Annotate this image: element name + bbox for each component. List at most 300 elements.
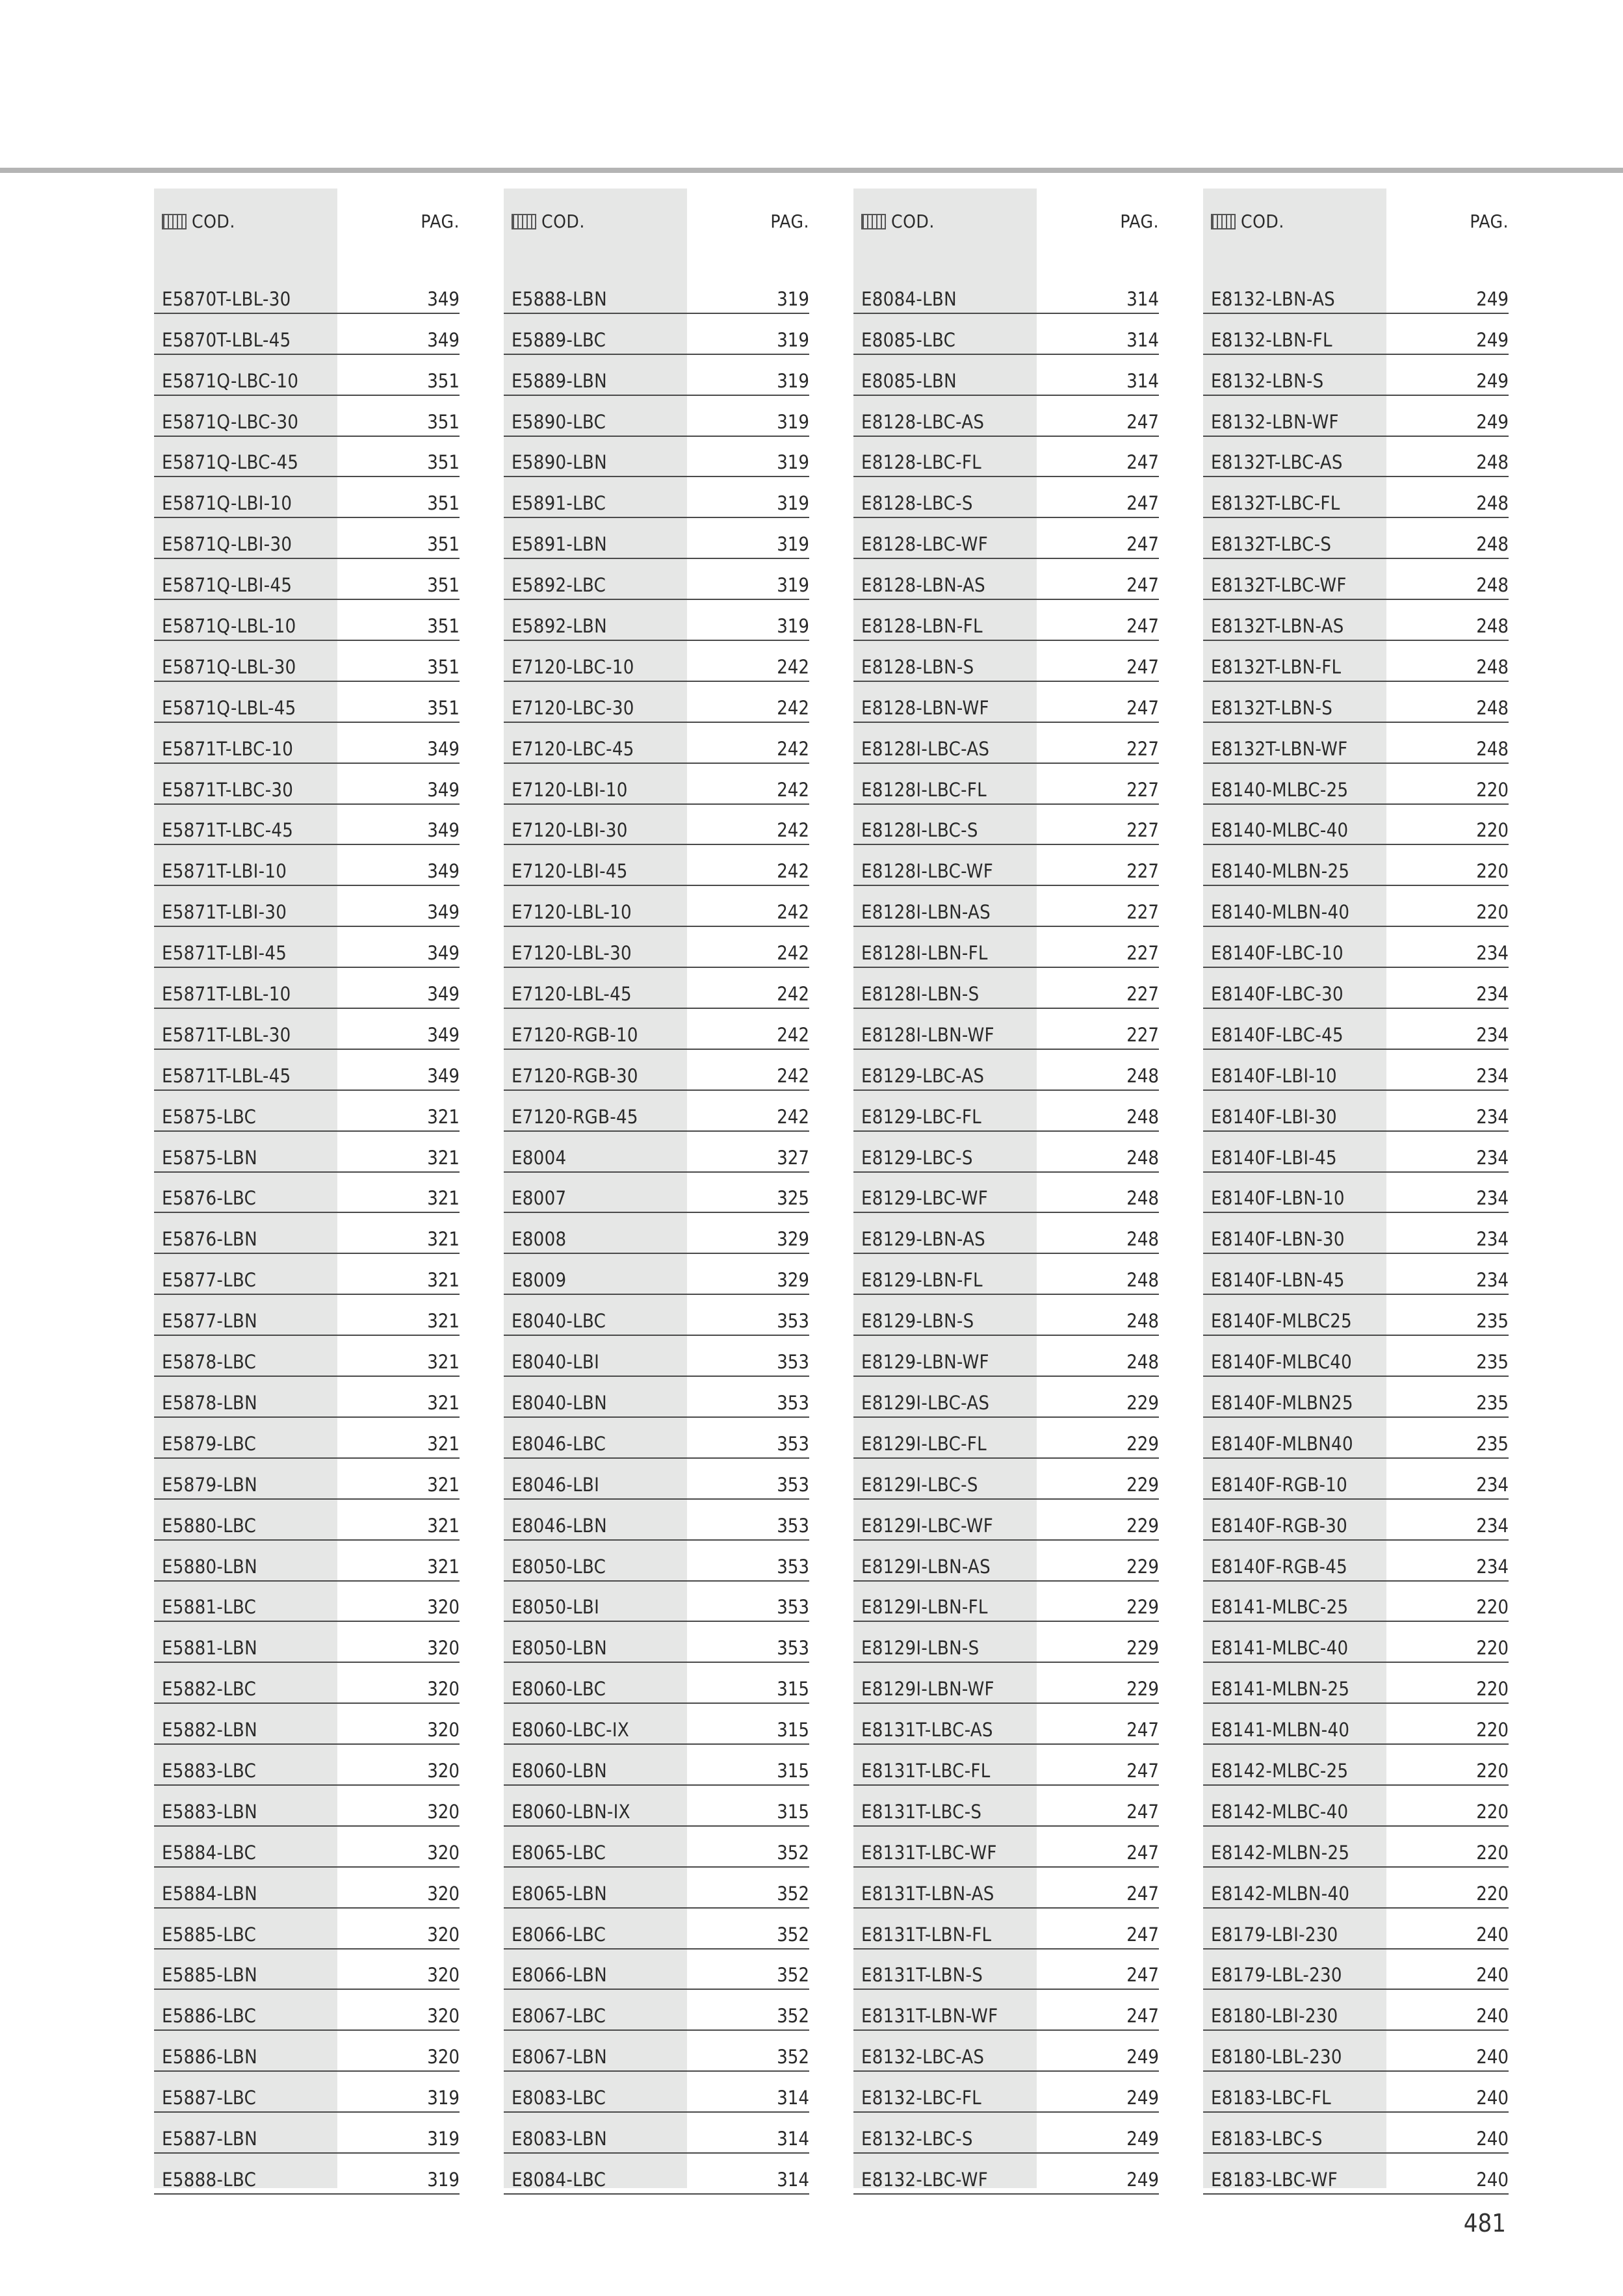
product-code: E5882-LBC (162, 1678, 257, 1701)
product-code: E8004 (512, 1146, 567, 1169)
table-row (1203, 845, 1509, 886)
page-reference: 249 (1126, 2127, 1159, 2150)
product-code: E8008 (512, 1228, 567, 1251)
page-reference: 319 (777, 574, 809, 597)
page-reference: 248 (1126, 1105, 1159, 1128)
index-column-4 (1203, 189, 1509, 2191)
page-reference: 349 (427, 778, 460, 801)
table-row (504, 314, 809, 355)
page-reference: 247 (1126, 574, 1159, 597)
page-reference: 242 (777, 737, 809, 760)
product-code: E8183-LBC-FL (1211, 2087, 1331, 2109)
product-code: E8129-LBN-AS (861, 1228, 986, 1251)
product-code: E8142-MLBC-25 (1211, 1759, 1349, 1782)
table-row (154, 1295, 460, 1336)
page-reference: 319 (777, 492, 809, 515)
table-row (1203, 764, 1509, 805)
product-code: E8060-LBC (512, 1678, 606, 1701)
table-row (154, 2072, 460, 2113)
page-reference: 249 (1476, 328, 1509, 351)
table-row (853, 1418, 1159, 1459)
page-reference: 247 (1126, 615, 1159, 638)
index-rows (1203, 273, 1509, 2195)
table-row (504, 1622, 809, 1663)
product-code: E8040-LBC (512, 1310, 606, 1333)
page-reference: 321 (427, 1351, 460, 1374)
page-header-label: PAG. (770, 211, 809, 232)
product-code: E8131T-LBC-WF (861, 1841, 997, 1864)
page-reference: 220 (1476, 1637, 1509, 1660)
table-row (1203, 1213, 1509, 1254)
table-row (1203, 396, 1509, 437)
product-code: E8129I-LBC-WF (861, 1514, 994, 1537)
page-reference: 248 (1476, 655, 1509, 678)
page-reference: 320 (427, 1759, 460, 1782)
table-row (1203, 1132, 1509, 1173)
product-code: E5871Q-LBL-30 (162, 655, 296, 678)
product-code: E5890-LBN (512, 451, 607, 474)
table-row (853, 1663, 1159, 1704)
product-code: E8132-LBN-S (1211, 369, 1324, 392)
table-row (1203, 1254, 1509, 1295)
product-code: E8129I-LBN-FL (861, 1596, 988, 1619)
product-code: E8140F-LBI-10 (1211, 1064, 1337, 1087)
product-code: E8129-LBC-S (861, 1146, 973, 1169)
product-code: E8140F-LBN-10 (1211, 1187, 1345, 1210)
page-reference: 248 (1126, 1146, 1159, 1169)
table-row (1203, 1377, 1509, 1418)
table-row (154, 1704, 460, 1745)
page-reference: 242 (777, 1105, 809, 1128)
table-row (504, 1213, 809, 1254)
product-code: E8141-MLBC-40 (1211, 1637, 1349, 1660)
page-reference: 247 (1126, 533, 1159, 556)
page-reference: 315 (777, 1800, 809, 1823)
product-code: E8132-LBN-AS (1211, 287, 1336, 310)
table-row (853, 559, 1159, 600)
product-code: E8141-MLBN-25 (1211, 1678, 1350, 1701)
index-rows (154, 273, 460, 2195)
table-row (1203, 273, 1509, 314)
table-row (154, 2113, 460, 2154)
column-header (1203, 189, 1509, 254)
table-row (1203, 1295, 1509, 1336)
product-code: E8060-LBN (512, 1759, 607, 1782)
product-code: E8132T-LBN-AS (1211, 615, 1344, 638)
page-reference: 353 (777, 1637, 809, 1660)
product-code: E5871T-LBL-10 (162, 983, 291, 1006)
product-code: E7120-LBL-45 (512, 983, 632, 1006)
product-code: E8179-LBL-230 (1211, 1964, 1342, 1987)
table-row (504, 805, 809, 846)
page-reference: 227 (1126, 942, 1159, 965)
product-code: E5886-LBC (162, 2005, 257, 2028)
table-row (504, 518, 809, 559)
table-row (504, 559, 809, 600)
product-code: E8050-LBC (512, 1555, 606, 1578)
page-reference: 321 (427, 1514, 460, 1537)
table-row (154, 805, 460, 846)
page-reference: 248 (1476, 492, 1509, 515)
page-reference: 321 (427, 1310, 460, 1333)
table-row (504, 1295, 809, 1336)
page-reference: 247 (1126, 1882, 1159, 1905)
page-header-label: PAG. (1120, 211, 1159, 232)
table-row (1203, 1990, 1509, 2031)
index-rows (504, 273, 809, 2195)
product-code: E5871T-LBL-45 (162, 1064, 291, 1087)
table-row (853, 723, 1159, 764)
table-row (1203, 805, 1509, 846)
page-reference: 235 (1476, 1310, 1509, 1333)
table-row (853, 1909, 1159, 1950)
table-row (1203, 2113, 1509, 2154)
table-row (853, 1213, 1159, 1254)
table-row (504, 1786, 809, 1827)
table-row (853, 1132, 1159, 1173)
page-reference: 247 (1126, 696, 1159, 719)
code-header-label: COD. (192, 211, 235, 232)
page-reference: 234 (1476, 1187, 1509, 1210)
page-reference: 320 (427, 1923, 460, 1946)
table-row (853, 518, 1159, 559)
table-row (154, 723, 460, 764)
product-code: E8129-LBN-FL (861, 1269, 983, 1292)
product-code: E5871Q-LBL-10 (162, 615, 296, 638)
page-reference: 234 (1476, 1269, 1509, 1292)
page-reference: 240 (1476, 2046, 1509, 2068)
table-row (853, 2154, 1159, 2195)
page-reference: 349 (427, 901, 460, 924)
table-row (504, 2031, 809, 2072)
page-reference: 248 (1126, 1064, 1159, 1087)
product-code: E8140F-LBN-30 (1211, 1228, 1345, 1251)
page-header-label: PAG. (421, 211, 460, 232)
page-reference: 242 (777, 696, 809, 719)
table-row (504, 1704, 809, 1745)
table-row (1203, 1173, 1509, 1214)
page-reference: 352 (777, 1841, 809, 1864)
page-reference: 319 (777, 410, 809, 433)
table-row (504, 1663, 809, 1704)
table-row (154, 2031, 460, 2072)
page-reference: 319 (777, 615, 809, 638)
page-reference: 352 (777, 1882, 809, 1905)
table-row (1203, 723, 1509, 764)
page-reference: 314 (1126, 369, 1159, 392)
product-code: E8140F-LBN-45 (1211, 1269, 1345, 1292)
column-header (154, 189, 460, 254)
product-code: E5889-LBC (512, 328, 606, 351)
table-row (1203, 682, 1509, 723)
product-code: E5880-LBN (162, 1555, 257, 1578)
product-code: E5883-LBN (162, 1800, 257, 1823)
table-row (154, 927, 460, 968)
product-code: E5871T-LBI-45 (162, 942, 287, 965)
table-row (853, 2031, 1159, 2072)
page-reference: 319 (777, 328, 809, 351)
index-column-1 (154, 189, 460, 2191)
product-code: E5871T-LBC-10 (162, 737, 294, 760)
page-reference: 321 (427, 1228, 460, 1251)
table-row (154, 1377, 460, 1418)
table-row (853, 1622, 1159, 1663)
table-row (1203, 1459, 1509, 1500)
table-row (853, 1786, 1159, 1827)
table-row (853, 845, 1159, 886)
table-row (853, 1091, 1159, 1132)
table-row (504, 1990, 809, 2031)
product-code: E8085-LBC (861, 328, 956, 351)
code-header-label: COD. (1241, 211, 1284, 232)
product-code: E5871Q-LBI-45 (162, 574, 292, 597)
product-code: E8040-LBN (512, 1391, 607, 1414)
product-code: E8180-LBI-230 (1211, 2005, 1338, 2028)
column-header (853, 189, 1159, 254)
table-row (853, 1745, 1159, 1786)
page-reference: 351 (427, 655, 460, 678)
product-code: E8129I-LBC-FL (861, 1432, 987, 1455)
table-row (504, 1500, 809, 1541)
table-row (1203, 1622, 1509, 1663)
table-row (154, 1745, 460, 1786)
page-reference: 227 (1126, 819, 1159, 842)
product-code: E8046-LBC (512, 1432, 606, 1455)
product-code: E8140F-RGB-30 (1211, 1514, 1348, 1537)
table-row (154, 1786, 460, 1827)
table-row (504, 477, 809, 518)
page-reference: 242 (777, 901, 809, 924)
product-code: E8040-LBI (512, 1351, 600, 1374)
page-reference: 220 (1476, 901, 1509, 924)
table-row (1203, 437, 1509, 478)
top-rule (0, 168, 1623, 173)
table-row (1203, 1009, 1509, 1050)
product-code: E8132T-LBN-FL (1211, 655, 1342, 678)
table-row (853, 641, 1159, 682)
page-reference: 349 (427, 942, 460, 965)
product-code: E5886-LBN (162, 2046, 257, 2068)
table-row (504, 1418, 809, 1459)
table-row (1203, 1704, 1509, 1745)
page-reference: 248 (1126, 1269, 1159, 1292)
page-reference: 352 (777, 1964, 809, 1987)
table-row (1203, 1786, 1509, 1827)
page-reference: 234 (1476, 1514, 1509, 1537)
table-row (853, 1500, 1159, 1541)
product-code: E5879-LBN (162, 1473, 257, 1496)
table-row (154, 1868, 460, 1909)
product-code: E7120-LBL-10 (512, 901, 632, 924)
table-row (1203, 1582, 1509, 1623)
table-row (154, 1541, 460, 1582)
page-reference: 351 (427, 696, 460, 719)
table-row (853, 1336, 1159, 1377)
product-code: E8140F-MLBN40 (1211, 1432, 1353, 1455)
product-code: E5880-LBC (162, 1514, 257, 1537)
product-code: E7120-LBC-10 (512, 655, 634, 678)
barcode-icon (1211, 214, 1236, 229)
product-code: E5888-LBC (162, 2168, 257, 2191)
table-row (154, 1582, 460, 1623)
table-row (853, 682, 1159, 723)
page-reference: 320 (427, 2005, 460, 2028)
table-row (1203, 1500, 1509, 1541)
product-code: E5890-LBC (512, 410, 606, 433)
page-reference: 321 (427, 1473, 460, 1496)
table-row (154, 845, 460, 886)
table-row (504, 886, 809, 927)
product-code: E8084-LBC (512, 2168, 606, 2191)
page-reference: 321 (427, 1269, 460, 1292)
table-row (1203, 2154, 1509, 2195)
table-row (853, 1254, 1159, 1295)
page-reference: 314 (1126, 328, 1159, 351)
table-row (1203, 968, 1509, 1009)
table-row (154, 1909, 460, 1950)
table-row (1203, 355, 1509, 396)
table-row (853, 314, 1159, 355)
page-reference: 220 (1476, 860, 1509, 883)
table-row (154, 437, 460, 478)
product-code: E8128I-LBN-WF (861, 1023, 994, 1046)
table-row (504, 273, 809, 314)
table-row (154, 1091, 460, 1132)
table-row (1203, 1868, 1509, 1909)
table-row (504, 1173, 809, 1214)
product-code: E8132-LBC-FL (861, 2087, 981, 2109)
product-code: E8141-MLBN-40 (1211, 1719, 1350, 1742)
product-code: E5887-LBN (162, 2127, 257, 2150)
product-code: E5885-LBC (162, 1923, 257, 1946)
page-reference: 319 (427, 2168, 460, 2191)
page-reference: 229 (1126, 1555, 1159, 1578)
table-row (853, 1704, 1159, 1745)
product-code: E8065-LBC (512, 1841, 606, 1864)
page-reference: 220 (1476, 1719, 1509, 1742)
table-row (504, 1009, 809, 1050)
page-reference: 229 (1126, 1596, 1159, 1619)
page-reference: 321 (427, 1146, 460, 1169)
table-row (853, 1950, 1159, 1990)
table-row (504, 845, 809, 886)
product-code: E8128I-LBC-AS (861, 737, 990, 760)
table-row (504, 1950, 809, 1990)
page-reference: 319 (777, 451, 809, 474)
table-row (154, 1990, 460, 2031)
table-row (1203, 1950, 1509, 1990)
page-reference: 315 (777, 1719, 809, 1742)
product-code: E8067-LBC (512, 2005, 606, 2028)
table-row (504, 2113, 809, 2154)
page-reference: 247 (1126, 451, 1159, 474)
product-code: E8131T-LBC-AS (861, 1719, 993, 1742)
page-reference: 220 (1476, 1596, 1509, 1619)
product-code: E5870T-LBL-45 (162, 328, 291, 351)
page-reference: 229 (1126, 1432, 1159, 1455)
product-code: E8132-LBC-WF (861, 2168, 989, 2191)
table-row (1203, 518, 1509, 559)
table-row (853, 764, 1159, 805)
product-code: E8131T-LBN-AS (861, 1882, 994, 1905)
product-code: E8084-LBN (861, 287, 957, 310)
table-row (154, 2154, 460, 2195)
table-row (154, 1418, 460, 1459)
page-reference: 319 (777, 533, 809, 556)
page-reference: 353 (777, 1432, 809, 1455)
product-code: E8129I-LBC-S (861, 1473, 978, 1496)
page-reference: 353 (777, 1473, 809, 1496)
page-reference: 351 (427, 533, 460, 556)
table-row (1203, 1418, 1509, 1459)
product-code: E8085-LBN (861, 369, 957, 392)
table-row (504, 764, 809, 805)
page-reference: 314 (777, 2168, 809, 2191)
page-reference: 249 (1476, 369, 1509, 392)
product-code: E8128I-LBC-S (861, 819, 978, 842)
page-reference: 248 (1476, 533, 1509, 556)
page-reference: 235 (1476, 1351, 1509, 1374)
page-reference: 321 (427, 1555, 460, 1578)
page-reference: 315 (777, 1678, 809, 1701)
table-row (154, 764, 460, 805)
product-code: E8132T-LBC-FL (1211, 492, 1340, 515)
product-code: E8140-MLBC-40 (1211, 819, 1349, 842)
product-code: E8132-LBC-AS (861, 2046, 985, 2068)
table-row (154, 1132, 460, 1173)
product-code: E8140F-MLBN25 (1211, 1391, 1353, 1414)
product-code: E8046-LBN (512, 1514, 607, 1537)
product-code: E8128I-LBN-S (861, 983, 980, 1006)
page-reference: 242 (777, 860, 809, 883)
table-row (1203, 2031, 1509, 2072)
page-reference: 247 (1126, 1800, 1159, 1823)
code-header-label: COD. (891, 211, 935, 232)
product-code: E5871Q-LBC-10 (162, 369, 299, 392)
barcode-icon (162, 214, 187, 229)
page-reference: 249 (1476, 287, 1509, 310)
table-row (154, 1009, 460, 1050)
page-reference: 248 (1126, 1228, 1159, 1251)
code-header (861, 211, 935, 232)
page-reference: 320 (427, 1800, 460, 1823)
product-code: E8140F-LBC-45 (1211, 1023, 1344, 1046)
product-code: E8140F-LBI-45 (1211, 1146, 1337, 1169)
product-code: E5881-LBN (162, 1637, 257, 1660)
page-reference: 234 (1476, 1473, 1509, 1496)
product-code: E8140F-MLBC40 (1211, 1351, 1353, 1374)
product-code: E5892-LBC (512, 574, 606, 597)
product-code: E5877-LBN (162, 1310, 257, 1333)
product-code: E5877-LBC (162, 1269, 257, 1292)
code-header (1211, 211, 1284, 232)
product-code: E8129I-LBN-WF (861, 1678, 994, 1701)
product-code: E8129I-LBN-AS (861, 1555, 991, 1578)
page-reference: 227 (1126, 1023, 1159, 1046)
table-row (504, 1745, 809, 1786)
page-reference: 242 (777, 819, 809, 842)
product-code: E5884-LBC (162, 1841, 257, 1864)
page-header-label: PAG. (1470, 211, 1509, 232)
page-reference: 240 (1476, 2127, 1509, 2150)
table-row (154, 1213, 460, 1254)
product-code: E5878-LBC (162, 1351, 257, 1374)
table-row (154, 1050, 460, 1091)
page-reference: 235 (1476, 1391, 1509, 1414)
table-row (853, 1541, 1159, 1582)
table-row (504, 2072, 809, 2113)
product-code: E5889-LBN (512, 369, 607, 392)
